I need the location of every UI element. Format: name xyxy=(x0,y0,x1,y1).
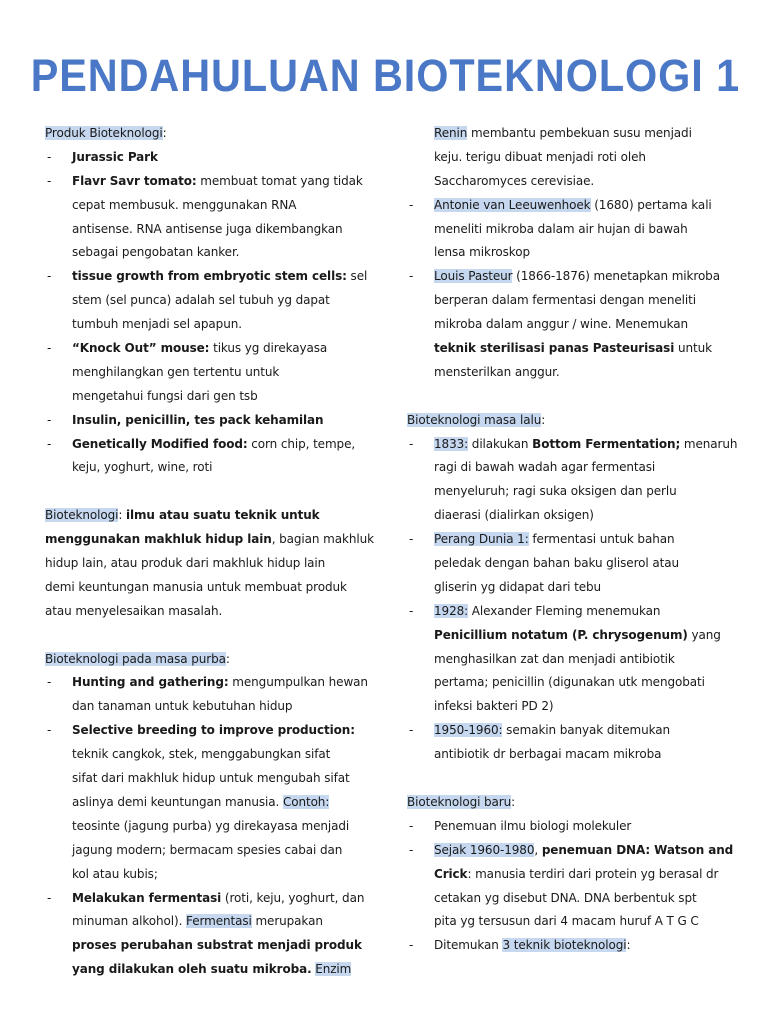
bullet-continuation xyxy=(407,671,727,695)
highlighted-text: Fermentasi xyxy=(186,914,252,929)
bullet-continuation xyxy=(45,289,365,313)
text-span: sel xyxy=(346,269,368,284)
bullet-continuation xyxy=(407,504,727,528)
text-span: yang xyxy=(687,627,721,642)
text-span: menaruh xyxy=(680,436,738,451)
text-span: Penemuan ilmu biologi molekuler xyxy=(434,818,632,833)
text-span: aslinya demi keuntungan manusia. xyxy=(72,794,283,809)
bullet-continuation xyxy=(45,767,365,791)
bullet-continuation xyxy=(45,958,365,982)
bullet-item xyxy=(407,934,727,958)
bullet-continuation xyxy=(45,313,365,337)
paragraph-line xyxy=(45,504,365,528)
bullet-continuation xyxy=(407,218,727,242)
bullet-continuation xyxy=(45,456,365,480)
bullet-continuation xyxy=(45,839,365,863)
bold-text: yang dilakukan oleh suatu mikroba. xyxy=(72,962,312,977)
bullet-continuation xyxy=(407,170,727,194)
bullet-continuation xyxy=(45,743,365,767)
text-span: : xyxy=(511,794,516,809)
text-span: , bagian makhluk xyxy=(271,532,374,547)
text-span: minuman alkohol). xyxy=(72,914,187,929)
text-span: stem (sel punca) adalah sel tubuh yg dapat xyxy=(72,293,330,308)
bullet-item xyxy=(407,839,734,863)
dash-bullet-icon: - xyxy=(47,412,52,427)
bullet-item xyxy=(407,600,727,624)
text-span: mengumpulkan hewan xyxy=(228,675,368,690)
bullet-continuation xyxy=(407,624,727,648)
text-span: pita yg tersusun dari 4 macam huruf A T G C xyxy=(434,914,699,929)
highlighted-text: Bioteknologi baru xyxy=(407,794,512,809)
highlighted-text: 1950-1960: xyxy=(434,723,503,738)
bold-text: tissue growth from embryotic stem cells: xyxy=(72,269,347,284)
highlighted-text: Renin xyxy=(434,126,468,140)
bold-text: ilmu atau suatu teknik untuk xyxy=(126,508,320,523)
text-span: jagung modern; bermacam spesies cabai dan xyxy=(72,842,343,857)
paragraph-line xyxy=(407,791,727,815)
text-span: gliserin yg didapat dari tebu xyxy=(434,579,602,594)
bullet-continuation xyxy=(45,791,365,815)
text-span: teknik cangkok, stek, menggabungkan sifat xyxy=(72,747,331,762)
text-span: lensa mikroskop xyxy=(434,245,530,260)
text-span: diaerasi (dialirkan oksigen) xyxy=(434,508,594,523)
text-span: sebagai pengobatan kanker. xyxy=(72,245,240,260)
text-span: keju, yoghurt, wine, roti xyxy=(72,460,213,475)
bullet-item xyxy=(45,265,368,289)
bullet-continuation xyxy=(407,313,727,337)
bold-text: Bottom Fermentation; xyxy=(532,436,681,451)
bullet-continuation xyxy=(407,743,727,767)
paragraph-gap xyxy=(407,385,727,409)
bold-text: Genetically Modified food: xyxy=(72,436,248,451)
bullet-continuation xyxy=(45,863,365,887)
text-span: : manusia terdiri dari protein yg berasal dr xyxy=(467,866,719,881)
bullet-continuation xyxy=(407,887,727,911)
paragraph-line xyxy=(45,600,365,624)
dash-bullet-icon: - xyxy=(47,149,52,164)
text-span: : xyxy=(118,508,126,523)
bullet-item xyxy=(407,265,727,289)
dash-bullet-icon: - xyxy=(409,938,414,953)
text-span: meneliti mikroba dalam air hujan di bawah xyxy=(434,221,688,236)
bullet-item xyxy=(407,433,738,457)
page-title: PENDAHULUAN BIOTEKNOLOGI 1 xyxy=(30,50,741,101)
bold-text: Penicillium notatum (P. chrysogenum) xyxy=(434,627,688,642)
bullet-continuation xyxy=(407,122,727,146)
bold-text: Selective breeding to improve production: xyxy=(72,723,355,738)
paragraph-line xyxy=(45,122,365,146)
bullet-continuation xyxy=(45,218,365,242)
text-span: kol atau kubis; xyxy=(72,866,158,881)
text-span: keju. terigu dibuat menjadi roti oleh xyxy=(434,149,646,164)
bullet-continuation xyxy=(45,815,365,839)
paragraph-line xyxy=(45,648,365,672)
text-span: semakin banyak ditemukan xyxy=(502,723,670,738)
text-span: mikroba dalam anggur / wine. Menemukan xyxy=(434,317,689,332)
right-column xyxy=(407,122,738,958)
paragraph-gap xyxy=(45,624,365,648)
text-span: menghasilkan zat dan menjadi antibiotik xyxy=(434,651,675,666)
bold-text: “Knock Out” mouse: xyxy=(72,341,210,356)
highlighted-text: Bioteknologi masa lalu xyxy=(407,412,542,427)
dash-bullet-icon: - xyxy=(47,269,52,284)
dash-bullet-icon: - xyxy=(47,436,52,451)
dash-bullet-icon: - xyxy=(47,341,52,356)
bold-text: proses perubahan substrat menjadi produk xyxy=(72,938,362,953)
bullet-item xyxy=(45,337,365,361)
bold-text: Hunting and gathering: xyxy=(72,675,229,690)
text-span: teosinte (jagung purba) yg direkayasa menjadi xyxy=(72,818,350,833)
text-span: cetakan yg disebut DNA. DNA berbentuk spt xyxy=(434,890,697,905)
bullet-continuation xyxy=(45,910,365,934)
highlighted-text: Perang Dunia 1: xyxy=(434,532,529,547)
text-span: (1866-1876) menetapkan mikroba xyxy=(512,269,720,284)
dash-bullet-icon: - xyxy=(409,532,414,547)
bullet-continuation xyxy=(407,648,727,672)
highlighted-text: Produk Bioteknologi xyxy=(45,126,163,140)
bullet-continuation xyxy=(407,289,727,313)
text-span: ragi di bawah wadah agar fermentasi xyxy=(434,460,656,475)
highlighted-text: Louis Pasteur xyxy=(434,269,513,284)
bullet-item xyxy=(45,887,365,911)
bullet-continuation xyxy=(407,576,727,600)
highlighted-text: Enzim xyxy=(315,962,352,977)
bullet-continuation xyxy=(407,863,727,887)
bullet-continuation xyxy=(407,361,727,385)
bullet-continuation xyxy=(407,337,727,361)
paragraph-line xyxy=(45,552,365,576)
text-span: Alexander Fleming menemukan xyxy=(468,603,661,618)
text-span: menyeluruh; ragi suka oksigen dan perlu xyxy=(434,484,677,499)
bold-text: teknik sterilisasi panas Pasteurisasi xyxy=(434,341,675,356)
bold-text: Jurassic Park xyxy=(72,149,158,164)
text-span: membantu pembekuan susu menjadi xyxy=(467,126,692,140)
bullet-continuation xyxy=(45,695,365,719)
text-span: : xyxy=(162,126,167,140)
bullet-item xyxy=(45,719,365,743)
text-span: berperan dalam fermentasi dengan meneliti xyxy=(434,293,696,308)
bold-text: menggunakan makhluk hidup lain xyxy=(45,532,272,547)
bullet-continuation xyxy=(407,146,727,170)
text-span: : xyxy=(626,938,631,953)
highlighted-text: 1833: xyxy=(434,436,469,451)
bullet-continuation xyxy=(45,385,365,409)
dash-bullet-icon: - xyxy=(409,842,414,857)
highlighted-text: Antonie van Leeuwenhoek xyxy=(434,197,591,212)
text-span: peledak dengan bahan baku gliserol atau xyxy=(434,556,679,571)
bullet-continuation xyxy=(407,552,727,576)
highlighted-text: Bioteknologi pada masa purba xyxy=(45,651,226,666)
bullet-item xyxy=(45,170,365,194)
bold-text: penemuan DNA: Watson and xyxy=(541,842,734,857)
bullet-item xyxy=(407,194,727,218)
text-span: (roti, keju, yoghurt, dan xyxy=(221,890,365,905)
text-span: : xyxy=(225,651,230,666)
bullet-item xyxy=(45,409,365,433)
bullet-item xyxy=(407,719,727,743)
text-span: antibiotik dr berbagai macam mikroba xyxy=(434,747,662,762)
text-span: , xyxy=(534,842,542,857)
dash-bullet-icon: - xyxy=(47,723,52,738)
text-span: untuk xyxy=(674,341,712,356)
text-span: fermentasi untuk bahan xyxy=(528,532,675,547)
dash-bullet-icon: - xyxy=(409,818,414,833)
text-span: tumbuh menjadi sel apapun. xyxy=(72,317,242,332)
text-span: sifat dari makhluk hidup untuk mengubah sifat xyxy=(72,771,350,786)
dash-bullet-icon: - xyxy=(47,173,52,188)
bullet-continuation xyxy=(407,241,727,265)
bullet-continuation xyxy=(407,456,727,480)
text-span: Ditemukan xyxy=(434,938,503,953)
dash-bullet-icon: - xyxy=(409,197,414,212)
text-span: : xyxy=(541,412,546,427)
highlighted-text: Contoh: xyxy=(282,794,330,809)
text-span: demi keuntungan manusia untuk membuat produk xyxy=(45,579,347,594)
text-span: infeksi bakteri PD 2) xyxy=(434,699,554,714)
text-span: tikus yg direkayasa xyxy=(209,341,328,356)
text-span: antisense. RNA antisense juga dikembangkan xyxy=(72,221,343,236)
text-span: pertama; penicillin (digunakan utk mengobati xyxy=(434,675,705,690)
paragraph-line xyxy=(45,576,365,600)
paragraph-line xyxy=(45,528,374,552)
text-span: merupakan xyxy=(251,914,323,929)
text-span: menghilangkan gen tertentu untuk xyxy=(72,364,280,379)
dash-bullet-icon: - xyxy=(409,723,414,738)
dash-bullet-icon: - xyxy=(409,436,414,451)
bullet-continuation xyxy=(407,480,727,504)
text-span: (1680) pertama kali xyxy=(590,197,712,212)
paragraph-gap xyxy=(407,767,727,791)
bullet-continuation xyxy=(45,361,365,385)
left-column xyxy=(45,122,374,982)
bold-text: Crick xyxy=(434,866,468,881)
text-span: Saccharomyces cerevisiae. xyxy=(434,173,595,188)
text-span: hidup lain, atau produk dari makhluk hidup lain xyxy=(45,556,326,571)
dash-bullet-icon: - xyxy=(47,675,52,690)
bullet-continuation xyxy=(407,695,727,719)
dash-bullet-icon: - xyxy=(47,890,52,905)
text-span: dan tanaman untuk kebutuhan hidup xyxy=(72,699,293,714)
highlighted-text: Bioteknologi xyxy=(45,508,119,523)
bullet-continuation xyxy=(45,241,365,265)
paragraph-line xyxy=(407,409,727,433)
bullet-item xyxy=(407,815,727,839)
text-span: cepat membusuk. menggunakan RNA xyxy=(72,197,297,212)
bullet-item xyxy=(45,671,368,695)
bullet-item xyxy=(45,146,365,170)
bullet-item xyxy=(407,528,727,552)
text-span: corn chip, tempe, xyxy=(247,436,356,451)
text-span: dilakukan xyxy=(468,436,533,451)
text-span: membuat tomat yang tidak xyxy=(196,173,363,188)
bullet-continuation xyxy=(45,194,365,218)
bold-text: Flavr Savr tomato: xyxy=(72,173,197,188)
highlighted-text: Sejak 1960-1980 xyxy=(434,842,535,857)
highlighted-text: 3 teknik bioteknologi xyxy=(502,938,627,953)
bullet-item xyxy=(45,433,365,457)
text-span: mengetahui fungsi dari gen tsb xyxy=(72,388,258,403)
bullet-continuation xyxy=(407,910,727,934)
highlighted-text: 1928: xyxy=(434,603,469,618)
paragraph-gap xyxy=(45,480,365,504)
dash-bullet-icon: - xyxy=(409,603,414,618)
bold-text: Melakukan fermentasi xyxy=(72,890,222,905)
text-span: mensterilkan anggur. xyxy=(434,364,560,379)
bold-text: Insulin, penicillin, tes pack kehamilan xyxy=(72,412,324,427)
bullet-continuation xyxy=(45,934,365,958)
dash-bullet-icon: - xyxy=(409,269,414,284)
text-span: atau menyelesaikan masalah. xyxy=(45,603,223,618)
